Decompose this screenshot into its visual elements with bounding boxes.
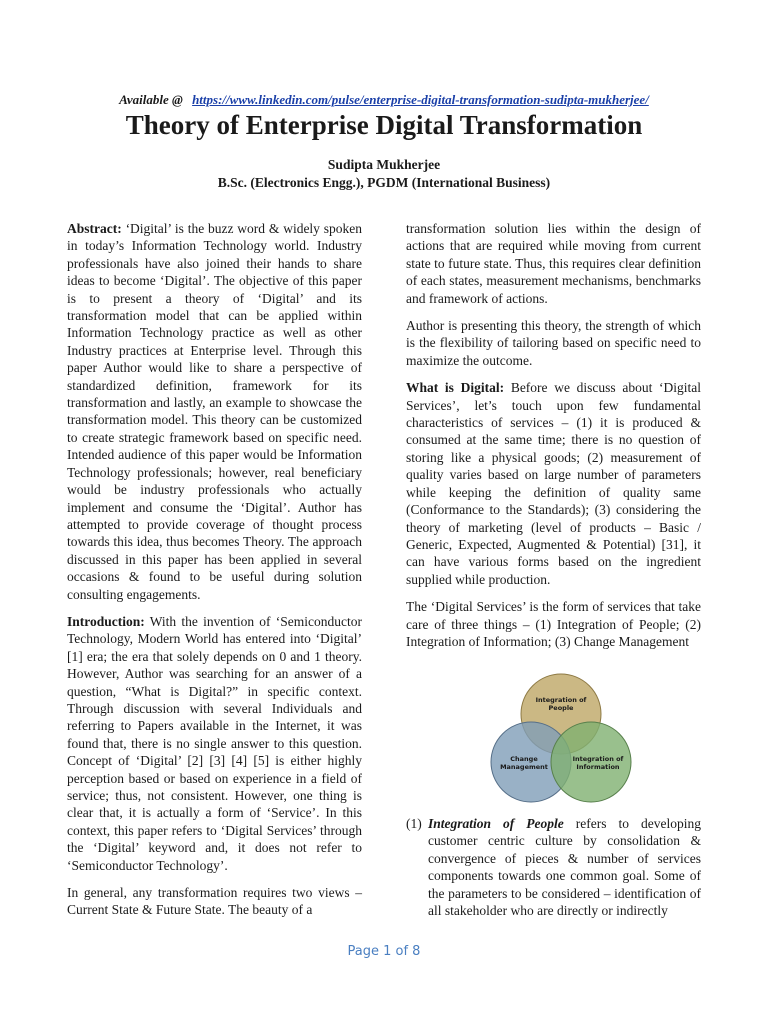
numbered-list-item (406, 815, 701, 919)
list-item-text: refers to developing customer centric culture by consolidation & convergence of pieces & number of services components towards one common goal. Some of the parameters to be considered – identification of all stakeholder who are directly or indirectly (428, 816, 702, 919)
what-is-digital-label: What is Digital: (406, 380, 505, 396)
digital-services-paragraph: The ‘Digital Services’ is the form of services that take care of three things – (1) Integration of People; (2) Integration of Information; (3) Change Management (406, 599, 701, 649)
venn-label-change-1: Change (510, 755, 538, 763)
venn-label-information-1: Integration of (572, 755, 624, 763)
page-number: Page 1 of 8 (347, 944, 421, 959)
availability-line (0, 92, 768, 108)
available-label: Available @ (119, 92, 183, 107)
venn-label-people-2: People (548, 704, 574, 712)
introduction-label: Introduction: (67, 613, 145, 629)
paper-title: Theory of Enterprise Digital Transformation (125, 110, 643, 140)
abstract-label: Abstract: (67, 221, 122, 236)
introduction-text: With the invention of ‘Semiconductor Technology, Modern World has entered into ‘Digital’ [1] era; the era that solely depends on 0 and 1 theory. However, Author was searching for an answer of a question, “What is Digital?” in specific context. Through discussion with several Individuals and referring to Papers available in the Internet, it was found that, there is no single answer to this question. Concept of ‘Digital’ [2] [3] [4] [5] is either highly perception based or based on experience in a field of service; thus, not consistent. However, one thing is clear that, it is actually a form of ‘Service’. In this context, this paper refers to ‘Digital Services’ through the ‘Digital’ keyword and, it does not refer to ‘Semiconductor Technology’. (67, 613, 362, 873)
what-is-digital-text: Before we discuss about ‘Digital Services’, let’s touch upon few fundamental characteristics of services – (1) it is produced & consumed at the same time; there is no question of storing like a physical goods; (2) measurement of quality varies based on large number of parameters while keeping the definition of quality same (Conformance to the Standards); (3) considering the theory of marketing (level of products – Basic / Generic, Expected, Augmented & Potential) [31], it can have various forms based on the ingredient supplied while production. (406, 380, 701, 587)
venn-label-information-2: Information (576, 763, 620, 771)
list-item-number: (1) (406, 816, 422, 831)
right-column (406, 220, 701, 660)
author-theory-paragraph: Author is presenting this theory, the strength of which is the flexibility of tailoring based on specific need to maximize the outcome. (406, 318, 701, 368)
abstract-paragraph (67, 220, 362, 603)
general-paragraph: In general, any transformation requires two views – Current State & Future State. The beauty of a (67, 885, 362, 918)
what-is-digital-paragraph (406, 379, 701, 588)
abstract-text: ‘Digital’ is the buzz word & widely spoken in today’s Information Technology world. Industry professionals have also joined their hands to share ideas to become ‘Digital’. The objective of this paper is to present a theory of ‘Digital’ and its transformation model that can be applied within Information Technology practice as well as other Industry practices at Enterprise level. Through this paper Author would like to share a perspective of standardized definition, framework for its transformation and lastly, an example to showcase the transformation model. This theory can be customized to create strategic framework based on specific need. Intended audience of this paper would be Information Technology professionals; however, real beneficiary would be industry professionals who actually implement and consume the ‘Digital’. Author has attempted to provide coverage of thought process towards this idea, thus becomes Theory. The approach discussed in this paper has been applied in several occasions & found to be useful during solution consulting engagements. (67, 221, 363, 602)
list-item-term: Integration of People (428, 816, 564, 831)
list-item-body (428, 815, 701, 919)
venn-label-change-2: Management (500, 763, 548, 771)
left-column (67, 220, 362, 929)
author-credentials: B.Sc. (Electronics Engg.), PGDM (International Business) (217, 175, 551, 190)
linkedin-link[interactable]: https://www.linkedin.com/pulse/enterprise-digital-transformation-sudipta-mukherjee/ (192, 92, 649, 107)
author-name: Sudipta Mukherjee (327, 157, 441, 172)
venn-label-people-1: Integration of (535, 696, 587, 704)
transformation-paragraph: transformation solution lies within the design of actions that are required while moving from current state to future state. Thus, this requires clear definition of each states, measurement mechanisms, benchmarks and framework of actions. (406, 221, 701, 306)
venn-diagram (486, 672, 636, 804)
introduction-paragraph (67, 613, 362, 874)
